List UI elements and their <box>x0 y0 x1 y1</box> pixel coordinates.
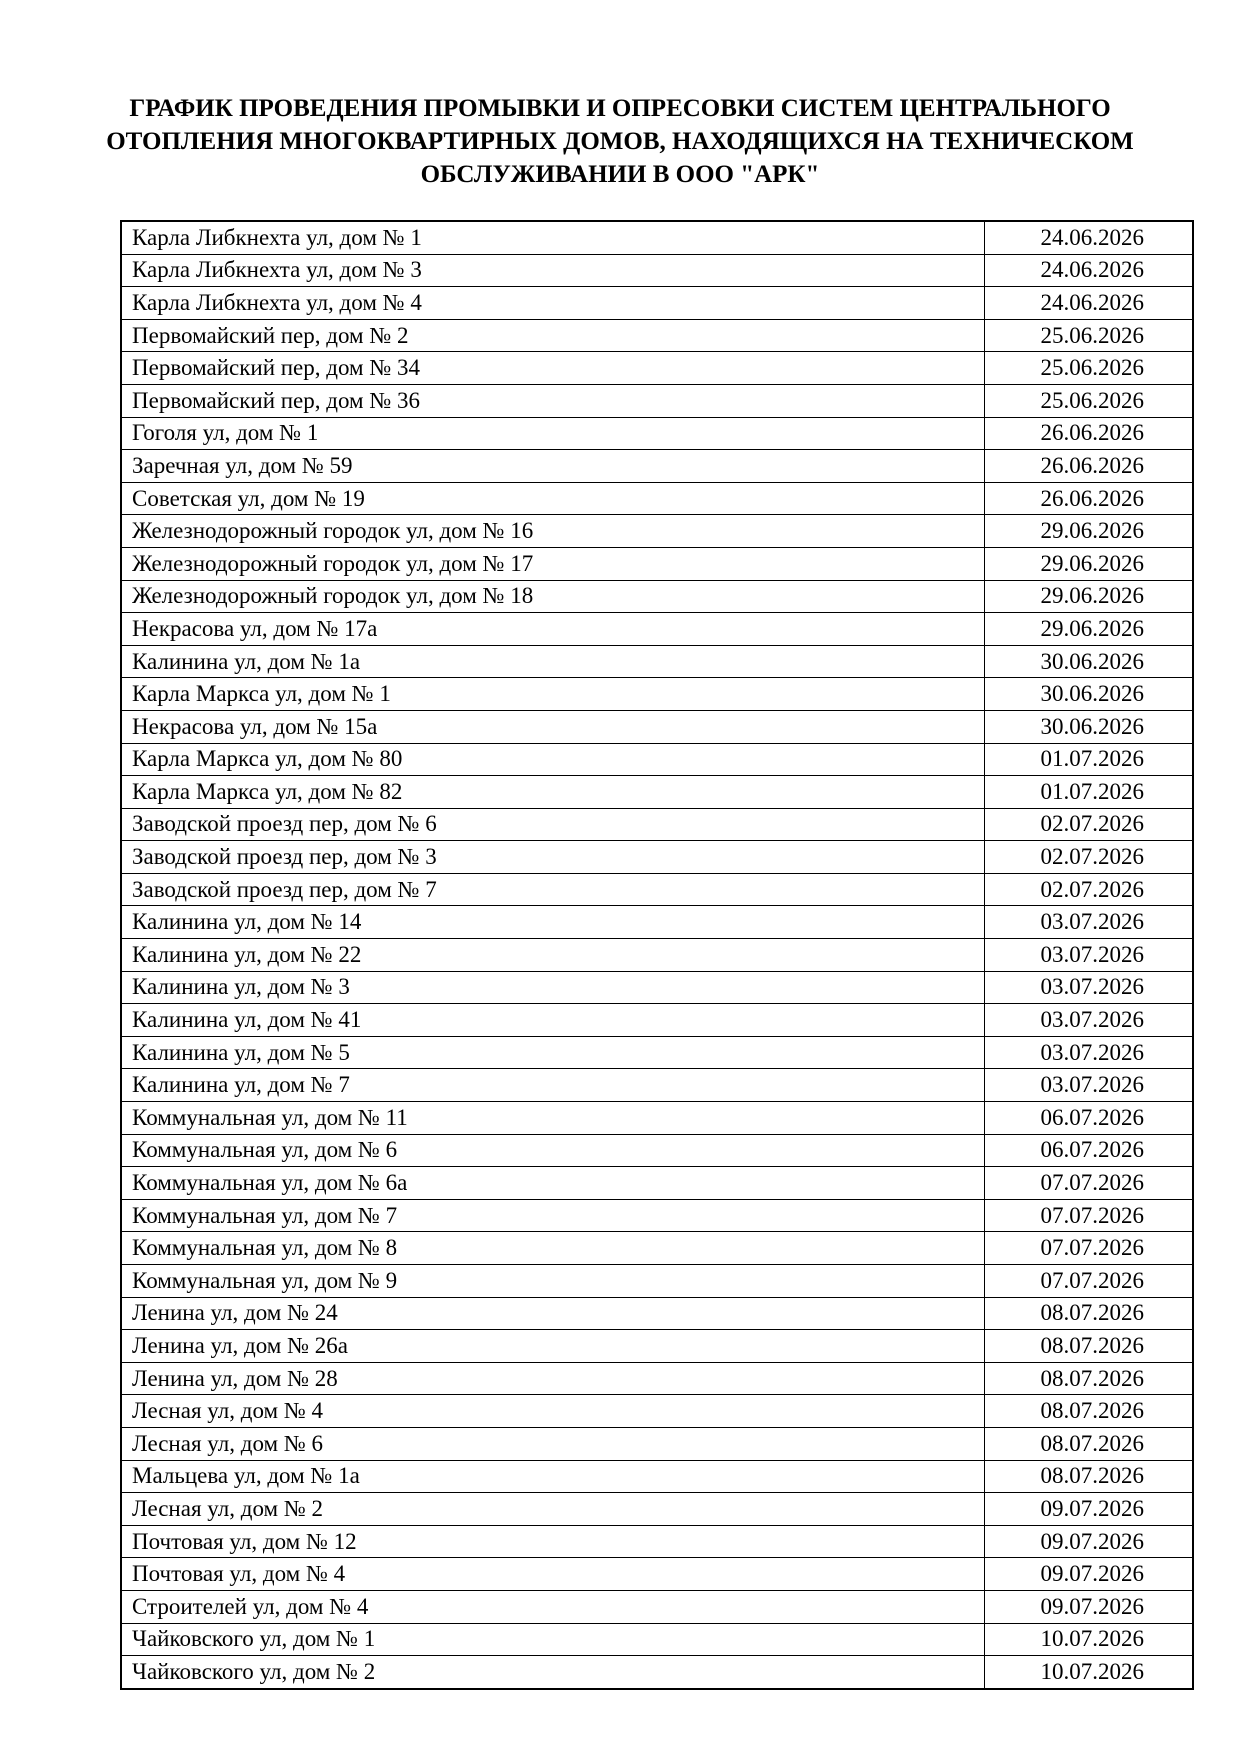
table-row <box>121 1265 1193 1298</box>
table-row <box>121 515 1193 548</box>
date-cell: 30.06.2026 <box>984 678 1193 711</box>
address-cell: Почтовая ул, дом № 12 <box>121 1525 984 1558</box>
address-cell: Железнодорожный городок ул, дом № 16 <box>121 515 984 548</box>
address-cell: Заводской проезд пер, дом № 3 <box>121 841 984 874</box>
table-row <box>121 873 1193 906</box>
address-cell: Коммунальная ул, дом № 11 <box>121 1102 984 1135</box>
table-row <box>121 482 1193 515</box>
date-cell: 02.07.2026 <box>984 841 1193 874</box>
table-row <box>121 1199 1193 1232</box>
address-cell: Первомайский пер, дом № 34 <box>121 352 984 385</box>
address-cell: Железнодорожный городок ул, дом № 18 <box>121 580 984 613</box>
date-cell: 07.07.2026 <box>984 1232 1193 1265</box>
date-cell: 10.07.2026 <box>984 1656 1193 1689</box>
table-row <box>121 710 1193 743</box>
date-cell: 26.06.2026 <box>984 450 1193 483</box>
table-row <box>121 319 1193 352</box>
date-cell: 09.07.2026 <box>984 1525 1193 1558</box>
address-cell: Калинина ул, дом № 41 <box>121 1004 984 1037</box>
date-cell: 06.07.2026 <box>984 1134 1193 1167</box>
address-cell: Калинина ул, дом № 5 <box>121 1036 984 1069</box>
address-cell: Лесная ул, дом № 2 <box>121 1493 984 1526</box>
date-cell: 29.06.2026 <box>984 547 1193 580</box>
date-cell: 09.07.2026 <box>984 1590 1193 1623</box>
address-cell: Карла Либкнехта ул, дом № 4 <box>121 287 984 320</box>
table-row <box>121 1427 1193 1460</box>
address-cell: Калинина ул, дом № 7 <box>121 1069 984 1102</box>
table-row <box>121 1330 1193 1363</box>
address-cell: Коммунальная ул, дом № 6 <box>121 1134 984 1167</box>
date-cell: 09.07.2026 <box>984 1493 1193 1526</box>
table-row <box>121 580 1193 613</box>
date-cell: 24.06.2026 <box>984 221 1193 254</box>
address-cell: Некрасова ул, дом № 17а <box>121 613 984 646</box>
date-cell: 24.06.2026 <box>984 254 1193 287</box>
address-cell: Первомайский пер, дом № 36 <box>121 384 984 417</box>
table-row <box>121 939 1193 972</box>
address-cell: Лесная ул, дом № 4 <box>121 1395 984 1428</box>
date-cell: 10.07.2026 <box>984 1623 1193 1656</box>
table-row <box>121 1558 1193 1591</box>
address-cell: Карла Либкнехта ул, дом № 1 <box>121 221 984 254</box>
table-row <box>121 808 1193 841</box>
address-cell: Коммунальная ул, дом № 8 <box>121 1232 984 1265</box>
address-cell: Гоголя ул, дом № 1 <box>121 417 984 450</box>
table-row <box>121 1102 1193 1135</box>
date-cell: 03.07.2026 <box>984 906 1193 939</box>
table-row <box>121 547 1193 580</box>
address-cell: Ленина ул, дом № 24 <box>121 1297 984 1330</box>
date-cell: 07.07.2026 <box>984 1167 1193 1200</box>
date-cell: 26.06.2026 <box>984 417 1193 450</box>
date-cell: 03.07.2026 <box>984 939 1193 972</box>
table-row <box>121 971 1193 1004</box>
table-row <box>121 1590 1193 1623</box>
date-cell: 29.06.2026 <box>984 613 1193 646</box>
address-cell: Почтовая ул, дом № 4 <box>121 1558 984 1591</box>
schedule-table-body <box>121 221 1193 1689</box>
table-row <box>121 1004 1193 1037</box>
table-row <box>121 1460 1193 1493</box>
address-cell: Калинина ул, дом № 22 <box>121 939 984 972</box>
title-line-3: ОБСЛУЖИВАНИИ В ООО "АРК" <box>420 161 820 188</box>
table-row <box>121 1525 1193 1558</box>
table-row <box>121 1069 1193 1102</box>
date-cell: 08.07.2026 <box>984 1297 1193 1330</box>
table-row <box>121 1232 1193 1265</box>
date-cell: 03.07.2026 <box>984 1069 1193 1102</box>
address-cell: Калинина ул, дом № 1а <box>121 645 984 678</box>
date-cell: 03.07.2026 <box>984 1004 1193 1037</box>
table-row <box>121 287 1193 320</box>
address-cell: Некрасова ул, дом № 15а <box>121 710 984 743</box>
table-row <box>121 906 1193 939</box>
date-cell: 08.07.2026 <box>984 1427 1193 1460</box>
date-cell: 07.07.2026 <box>984 1199 1193 1232</box>
table-row <box>121 384 1193 417</box>
table-row <box>121 1493 1193 1526</box>
date-cell: 03.07.2026 <box>984 1036 1193 1069</box>
date-cell: 29.06.2026 <box>984 580 1193 613</box>
address-cell: Советская ул, дом № 19 <box>121 482 984 515</box>
address-cell: Ленина ул, дом № 26а <box>121 1330 984 1363</box>
address-cell: Ленина ул, дом № 28 <box>121 1362 984 1395</box>
title-line-1: ГРАФИК ПРОВЕДЕНИЯ ПРОМЫВКИ И ОПРЕСОВКИ СИСТЕМ ЦЕНТРАЛЬНОГО <box>129 95 1111 122</box>
date-cell: 06.07.2026 <box>984 1102 1193 1135</box>
date-cell: 25.06.2026 <box>984 384 1193 417</box>
date-cell: 29.06.2026 <box>984 515 1193 548</box>
address-cell: Карла Маркса ул, дом № 82 <box>121 776 984 809</box>
address-cell: Коммунальная ул, дом № 9 <box>121 1265 984 1298</box>
date-cell: 08.07.2026 <box>984 1460 1193 1493</box>
date-cell: 08.07.2026 <box>984 1362 1193 1395</box>
address-cell: Заводской проезд пер, дом № 7 <box>121 873 984 906</box>
table-row <box>121 450 1193 483</box>
table-row <box>121 1134 1193 1167</box>
table-row <box>121 1623 1193 1656</box>
address-cell: Калинина ул, дом № 14 <box>121 906 984 939</box>
table-row <box>121 776 1193 809</box>
table-row <box>121 678 1193 711</box>
table-row <box>121 645 1193 678</box>
table-row <box>121 1395 1193 1428</box>
schedule-table <box>120 220 1194 1690</box>
table-row <box>121 613 1193 646</box>
table-row <box>121 352 1193 385</box>
address-cell: Коммунальная ул, дом № 6а <box>121 1167 984 1200</box>
date-cell: 26.06.2026 <box>984 482 1193 515</box>
address-cell: Коммунальная ул, дом № 7 <box>121 1199 984 1232</box>
address-cell: Чайковского ул, дом № 1 <box>121 1623 984 1656</box>
address-cell: Первомайский пер, дом № 2 <box>121 319 984 352</box>
table-row <box>121 221 1193 254</box>
date-cell: 02.07.2026 <box>984 808 1193 841</box>
address-cell: Железнодорожный городок ул, дом № 17 <box>121 547 984 580</box>
address-cell: Калинина ул, дом № 3 <box>121 971 984 1004</box>
date-cell: 25.06.2026 <box>984 352 1193 385</box>
address-cell: Мальцева ул, дом № 1а <box>121 1460 984 1493</box>
table-row <box>121 1362 1193 1395</box>
table-row <box>121 1297 1193 1330</box>
address-cell: Карла Маркса ул, дом № 1 <box>121 678 984 711</box>
date-cell: 08.07.2026 <box>984 1330 1193 1363</box>
address-cell: Строителей ул, дом № 4 <box>121 1590 984 1623</box>
table-row <box>121 1036 1193 1069</box>
document-title <box>100 92 1140 191</box>
address-cell: Заводской проезд пер, дом № 6 <box>121 808 984 841</box>
date-cell: 07.07.2026 <box>984 1265 1193 1298</box>
date-cell: 08.07.2026 <box>984 1395 1193 1428</box>
address-cell: Карла Либкнехта ул, дом № 3 <box>121 254 984 287</box>
date-cell: 01.07.2026 <box>984 743 1193 776</box>
table-row <box>121 1656 1193 1689</box>
date-cell: 30.06.2026 <box>984 645 1193 678</box>
address-cell: Чайковского ул, дом № 2 <box>121 1656 984 1689</box>
date-cell: 03.07.2026 <box>984 971 1193 1004</box>
date-cell: 01.07.2026 <box>984 776 1193 809</box>
date-cell: 09.07.2026 <box>984 1558 1193 1591</box>
date-cell: 25.06.2026 <box>984 319 1193 352</box>
address-cell: Лесная ул, дом № 6 <box>121 1427 984 1460</box>
date-cell: 02.07.2026 <box>984 873 1193 906</box>
table-row <box>121 254 1193 287</box>
address-cell: Заречная ул, дом № 59 <box>121 450 984 483</box>
table-row <box>121 743 1193 776</box>
table-row <box>121 1167 1193 1200</box>
title-line-2: ОТОПЛЕНИЯ МНОГОКВАРТИРНЫХ ДОМОВ, НАХОДЯЩИХСЯ НА ТЕХНИЧЕСКОМ <box>106 128 1134 155</box>
date-cell: 30.06.2026 <box>984 710 1193 743</box>
table-row <box>121 841 1193 874</box>
date-cell: 24.06.2026 <box>984 287 1193 320</box>
address-cell: Карла Маркса ул, дом № 80 <box>121 743 984 776</box>
table-row <box>121 417 1193 450</box>
